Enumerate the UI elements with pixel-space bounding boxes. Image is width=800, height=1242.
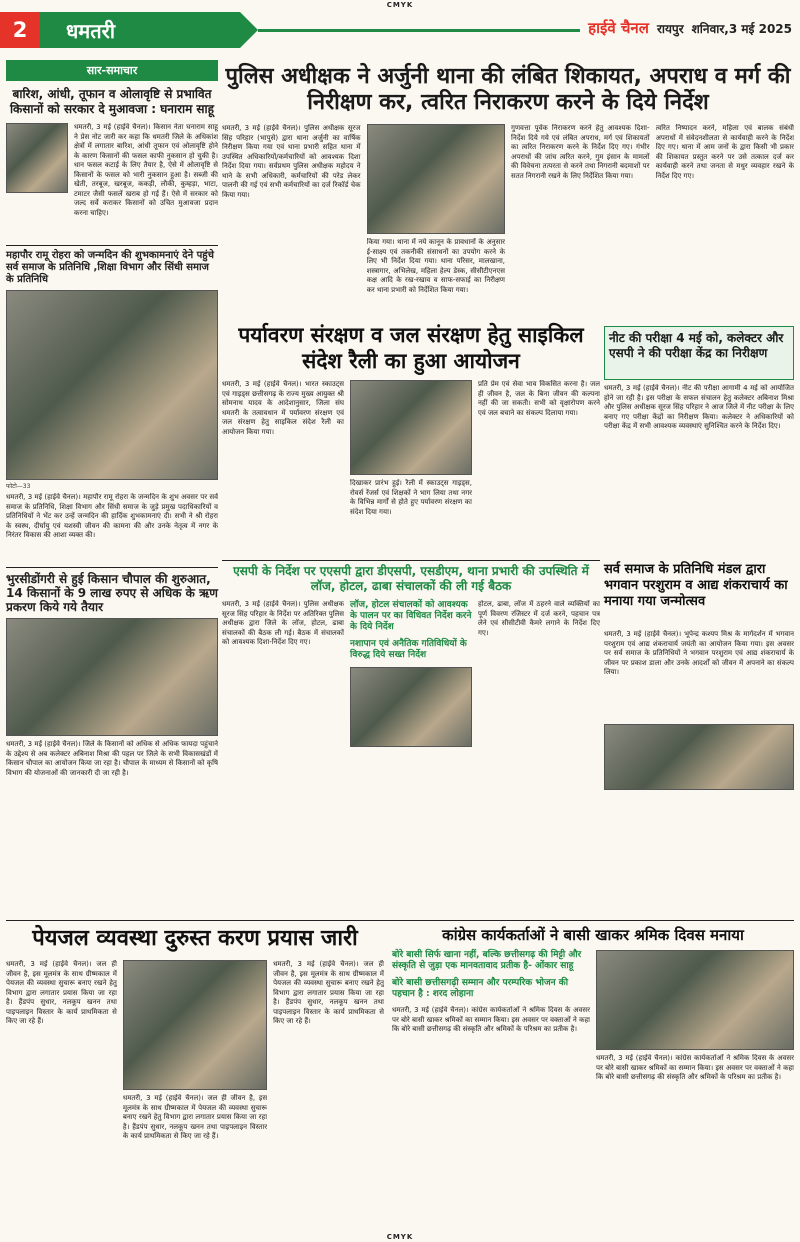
- news-photo: [6, 618, 218, 736]
- story-body: धमतरी, 3 मई (हाईवे चैनल)। कांग्रेस कार्यकर्ताओं ने श्रमिक दिवस के अवसर पर बोरे बासी खाकर श्रमिकों का सम्मान किया। इस अवसर पर वक्ताओं ने कहा कि बोरे बासी छत्तीसगढ़ की संस्कृति और श्रमिकों के परिश्रम का प्रतीक है।: [392, 1006, 590, 1033]
- cmyk-marker-bottom: CMYK: [386, 1233, 414, 1241]
- parashuram-story: [604, 630, 794, 790]
- issue-date: शनिवार,3 मई 2025: [691, 22, 792, 36]
- story-body: किया गया। थाना में नये कानून के प्रावधानों के अनुसार ई-साक्ष्य एवं तकनीकी संसाधनों का उपयोग करने के लिए भी निर्देश दिया गया। थाना परिसर, मालखाना, शस्त्रागार, अभिलेख, महिला हेल्प डेस्क, सीसीटीएनएस कक्ष आदि के रख-रखाव व साफ-सफाई का निरीक्षण कर थाना प्रभारी को निर्देशित किया गया।: [366, 238, 505, 294]
- congress-headline: कांग्रेस कार्यकर्ताओं ने बासी खाकर श्रमिक दिवस मनाया: [442, 926, 744, 944]
- news-photo: [596, 950, 794, 1050]
- story-deck: बोरे बासी सिर्फ खाना नहीं, बल्कि छत्तीसगढ़ की मिट्टी और संस्कृति से जुड़ा एक मानवतावाद प्रतीक है- ओंकार साहू: [392, 950, 582, 971]
- lead-col-2: [367, 124, 506, 314]
- cycle-story: [222, 380, 600, 555]
- page-number: 2: [0, 12, 40, 48]
- neet-story: [604, 384, 794, 559]
- news-photo: [367, 124, 506, 234]
- news-photo: [6, 290, 218, 480]
- story-body: धमतरी, 3 मई (हाईवे चैनल)। भारत स्काउट्स एवं गाइड्स छत्तीसगढ़ के राज्य मुख्य आयुक्त श्री सोमनाथ यादव के आदेशानुसार, जिला संघ धमतरी के तत्वावधान में पर्यावरण संरक्षण एवं जल संरक्षण हेतु साइकिल संदेश रैली का आयोजन किया गया।: [222, 380, 344, 436]
- brand-name: हाईवे चैनल: [588, 19, 649, 37]
- story-headline: भुरसीडोंगरी से हुई किसान चौपाल की शुरुआत, 14 किसानों के 9 लाख रुपए से अधिक के ऋण प्रकरण किये गये तैयार: [6, 572, 218, 614]
- neet-headline-box: [604, 326, 794, 380]
- story-body: धमतरी, 3 मई (हाईवे चैनल)। पुलिस अधीक्षक सूरज सिंह परिहार के निर्देश पर अतिरिक्त पुलिस अधीक्षक द्वारा जिले के लॉज, होटल, ढाबा संचालकों की बैठक ली गई। बैठक में संचालकों को आवश्यक दिशा-निर्देश दिए गए।: [222, 600, 344, 646]
- story-body: धमतरी, 3 मई (हाईवे चैनल)। जिले के किसानों को अधिक से अधिक फायदा पहुंचाने के उद्देश्य से अब कलेक्टर अबिनाश मिश्रा की पहल पर जिले के सभी विकासखंडों में किसान चौपाल का आयोजन किया जा रहा है। चौपाल के माध्यम से किसानों को कृषि विभाग की योजनाओं की जानकारी दी जा रही है।: [6, 740, 218, 777]
- story-deck: बोरे बासी छत्तीसगढ़ी सम्मान और परम्परिक भोजन की पहचान है : शरद लोहाना: [392, 978, 569, 999]
- story-deck: नशापान एवं अनैतिक गतिविधियों के विरुद्ध दिये सख्त निर्देश: [350, 639, 467, 660]
- portrait-photo: [6, 123, 68, 193]
- page-header: [0, 12, 800, 48]
- brand-block: [580, 18, 800, 44]
- dhaba-headline: एसपी के निर्देश पर एएसपी द्वारा डीएसपी, एसडीएम, थाना प्रभारी की उपस्थिति में लॉज, होटल, ढाबा संचालकों की ली गई बैठक: [233, 564, 589, 593]
- story-deck: लॉज, होटल संचालकों को आवश्यक के पालन पर का विधिवत निर्देश करने के दिये निर्देश: [350, 600, 472, 632]
- brand-city: रायपुर: [656, 22, 684, 36]
- story-body: धमतरी, 3 मई (हाईवे चैनल)। भूपेन्द्र कश्यप मिश्र के मार्गदर्शन में भगवान परशुराम एवं आद्य शंकराचार्य जयंती का आयोजन किया गया। इस अवसर पर सर्व समाज के प्रतिनिधियों ने भगवान परशुराम एवं आद्य शंकराचार्य के जीवन पर प्रकाश डाला और उनके आदर्शों को जीवन में अपनाने का संकल्प लिया।: [604, 630, 794, 676]
- brief-kicker: सार-समाचार: [6, 60, 218, 81]
- news-photo: [350, 667, 472, 747]
- story-body: धमतरी, 3 मई (हाईवे चैनल)। महापौर रामू रोहरा के जन्मदिन के शुभ अवसर पर सर्व समाज के प्रतिनिधि, शिक्षा विभाग और सिंधी समाज के जुड़े प्रमुख पदाधिकारियों व प्रतिनिधियों ने भेंट कर उन्हें जन्मदिन की हार्दिक शुभकामनाएं दी। सभी ने श्री रोहरा के स्वस्थ, दीर्घायु एवं यशस्वी जीवन की कामना की और उनके नेतृत्व में नगर के निरंतर विकास की आशा व्यक्त की।: [6, 493, 218, 539]
- congress-story: [392, 950, 794, 1204]
- neet-headline: नीट की परीक्षा 4 मई को, कलेक्टर और एसपी ने की परीक्षा केंद्र का निरीक्षण: [609, 331, 784, 360]
- news-photo: [350, 380, 472, 475]
- lead-headline: पुलिस अधीक्षक ने अर्जुनी थाना की लंबित शिकायत, अपराध व मर्ग की निरीक्षण कर, त्वरित निराकरण करने के दिये निर्देश: [225, 64, 791, 115]
- story-headline: महापौर रामू रोहरा को जन्मदिन की शुभकामनाएं देने पहुंचे सर्व समाज के प्रतिनिधि ,शिक्षा विभाग और सिंधी समाज के प्रतिनिधि: [6, 250, 214, 285]
- story-body: दिखाकर प्रारंभ हुई। रैली में स्काउट्स गाइड्स, रोवर्स रेंजर्स एवं शिक्षकों ने भाग लिया तथा नगर के विभिन्न मार्गों से होते हुए पर्यावरण संरक्षण का संदेश दिया गया।: [350, 479, 472, 516]
- cmyk-marker-top: CMYK: [386, 1, 414, 9]
- lead-col-1: [222, 124, 361, 314]
- news-photo: [604, 724, 794, 790]
- story-body: प्रति प्रेम एवं सेवा भाव विकसित करना है। जल ही जीवन है, जल के बिना जीवन की कल्पना नहीं की जा सकती। सभी को वृक्षारोपण करने एवं जल बचाने का संकल्प दिलाया गया।: [478, 380, 600, 417]
- story-body: धमतरी, 3 मई (हाईवे चैनल)। जल ही जीवन है, इस मूलमंत्र के साथ ग्रीष्मकाल में पेयजल की व्यवस्था सुचारू बनाए रखने हेतु विभाग द्वारा लगातार प्रयास किया जा रहा है। हैंडपंप सुधार, नलकूप खनन तथा पाइपलाइन विस्तार के कार्य प्राथमिकता से किए जा रहे हैं।: [273, 960, 384, 1025]
- water-story: [6, 960, 384, 1220]
- story-body: धमतरी, 3 मई (हाईवे चैनल)। जल ही जीवन है, इस मूलमंत्र के साथ ग्रीष्मकाल में पेयजल की व्यवस्था सुचारू बनाए रखने हेतु विभाग द्वारा लगातार प्रयास किया जा रहा है। हैंडपंप सुधार, नलकूप खनन तथा पाइपलाइन विस्तार के कार्य प्राथमिकता से किए जा रहे हैं।: [122, 1094, 268, 1140]
- story-body: होटल, ढाबा, लॉज में ठहरने वाले व्यक्तियों का पूर्ण विवरण रजिस्टर में दर्ज करने, पहचान पत्र लेने एवं सीसीटीवी कैमरे लगाने के निर्देश दिए गए।: [478, 600, 600, 637]
- story-body: धमतरी, 3 मई (हाईवे चैनल)। कांग्रेस कार्यकर्ताओं ने श्रमिक दिवस के अवसर पर बोरे बासी खाकर श्रमिकों का सम्मान किया। इस अवसर पर वक्ताओं ने कहा कि बोरे बासी छत्तीसगढ़ की संस्कृति और श्रमिकों के परिश्रम का प्रतीक है।: [596, 1054, 794, 1081]
- photo-caption: फोटो—33: [6, 483, 31, 490]
- story-body: धमतरी, 3 मई (हाईवे चैनल)। जल ही जीवन है, इस मूलमंत्र के साथ ग्रीष्मकाल में पेयजल की व्यवस्था सुचारू बनाए रखने हेतु विभाग द्वारा लगातार प्रयास किया जा रहा है। हैंडपंप सुधार, नलकूप खनन तथा पाइपलाइन विस्तार के कार्य प्राथमिकता से किए जा रहे हैं।: [6, 960, 117, 1025]
- parashuram-headline: सर्व समाज के प्रतिनिधि मंडल द्वारा भगवान परशुराम व आद्य शंकराचार्य का मनाया गया जन्मोत्सव: [604, 562, 788, 609]
- story-body: धमतरी, 3 मई (हाईवे चैनल)। किसान नेता घनाराम साहू ने प्रेस नोट जारी कर कहा कि धमतरी जिले के अधिकांश क्षेत्रों में लगातार बारिश, आंधी तूफान एवं ओलावृष्टि होने के कारण किसानों की फसल काफी नुकसान हो चुकी है। धान फसल कटाई के लिए तैयार है, ऐसे में ओलावृष्टि से किसानों के फसल को भारी नुकसान हुआ है। सब्जी की खेती, तरबूज, खरबूज, ककड़ी, लौकी, कुम्हड़ा, भाटा, टमाटर जैसी फसलें खराब हो गई हैं। ऐसे में सरकार को जल्द सर्वे कराकर किसानों को उचित मुआवजा प्रदान करना चाहिए।: [74, 123, 218, 217]
- cycle-headline: पर्यावरण संरक्षण व जल संरक्षण हेतु साइकिल संदेश रैली का हुआ आयोजन: [238, 323, 584, 373]
- story-body: त्वरित निष्पादन करने, महिला एवं बालक संबंधी अपराधों में संवेदनशीलता से कार्यवाही करने के निर्देश दिए गए। थाना में आम जनों के द्वारा किसी भी प्रकार की शिकायत प्रस्तुत करने पर उसे तत्काल दर्ज कर कार्यवाही करने तथा जनता से मधुर व्यवहार रखने के निर्देश दिए गए।: [655, 124, 794, 180]
- story-body: धमतरी, 3 मई (हाईवे चैनल)। नीट की परीक्षा आगामी 4 मई को आयोजित होने जा रही है। इस परीक्षा के सफल संचालन हेतु कलेक्टर अबिनाश मिश्रा और पुलिस अधीक्षक सूरज सिंह परिहार ने आज जिले में नीट परीक्षा के लिए बनाए गए परीक्षा केंद्रों का निरीक्षण किया। कलेक्टर ने अधिकारियों को परीक्षा केंद्र में सभी आवश्यक व्यवस्थाएं सुनिश्चित करने के निर्देश दिए।: [604, 384, 794, 430]
- lead-story: [222, 124, 794, 314]
- story-body: गुणवत्ता पूर्वक निराकरण करने हेतु आवश्यक दिशा-निर्देश दिये गये एवं लंबित अपराध, मर्ग एवं शिकायतों का त्वरित निराकरण करने के निर्देश दिए गए। गंभीर अपराधों की जांच त्वरित करने, गुम इंसान के मामलों की विवेचना तत्परता से करने तथा निगरानी बदमाशों पर सतत निगरानी रखने के लिए निर्देशित किया गया।: [511, 124, 650, 180]
- story-body: धमतरी, 3 मई (हाईवे चैनल)। पुलिस अधीक्षक सूरज सिंह परिहार (भापुसे) द्वारा थाना अर्जुनी का वार्षिक निरीक्षण किया गया एवं थाना प्रभारी सहित थाना में उपस्थित अधिकारियों/कर्मचारियों को आवश्यक दिशा निर्देश दिया गया। सर्वप्रथम पुलिस अधीक्षक महोदय ने थाने के सभी अधिकारी, कर्मचारियों की परेड लेकर पालनी की गई एवं सभी कर्मचारियों का दर्ज रिकॉर्ड चेक किया गया।: [222, 124, 361, 199]
- news-photo: [123, 960, 267, 1090]
- left-column: [6, 60, 218, 900]
- section-title: धमतरी: [40, 12, 240, 48]
- story-headline: बारिश, आंधी, तूफान व ओलावृष्टि से प्रभावित किसानों को सरकार दे मुआवजा : घनाराम साहू: [9, 87, 215, 116]
- dhaba-story: [222, 600, 600, 760]
- water-headline: पेयजल व्यवस्था दुरुस्त करण प्रयास जारी: [32, 926, 358, 951]
